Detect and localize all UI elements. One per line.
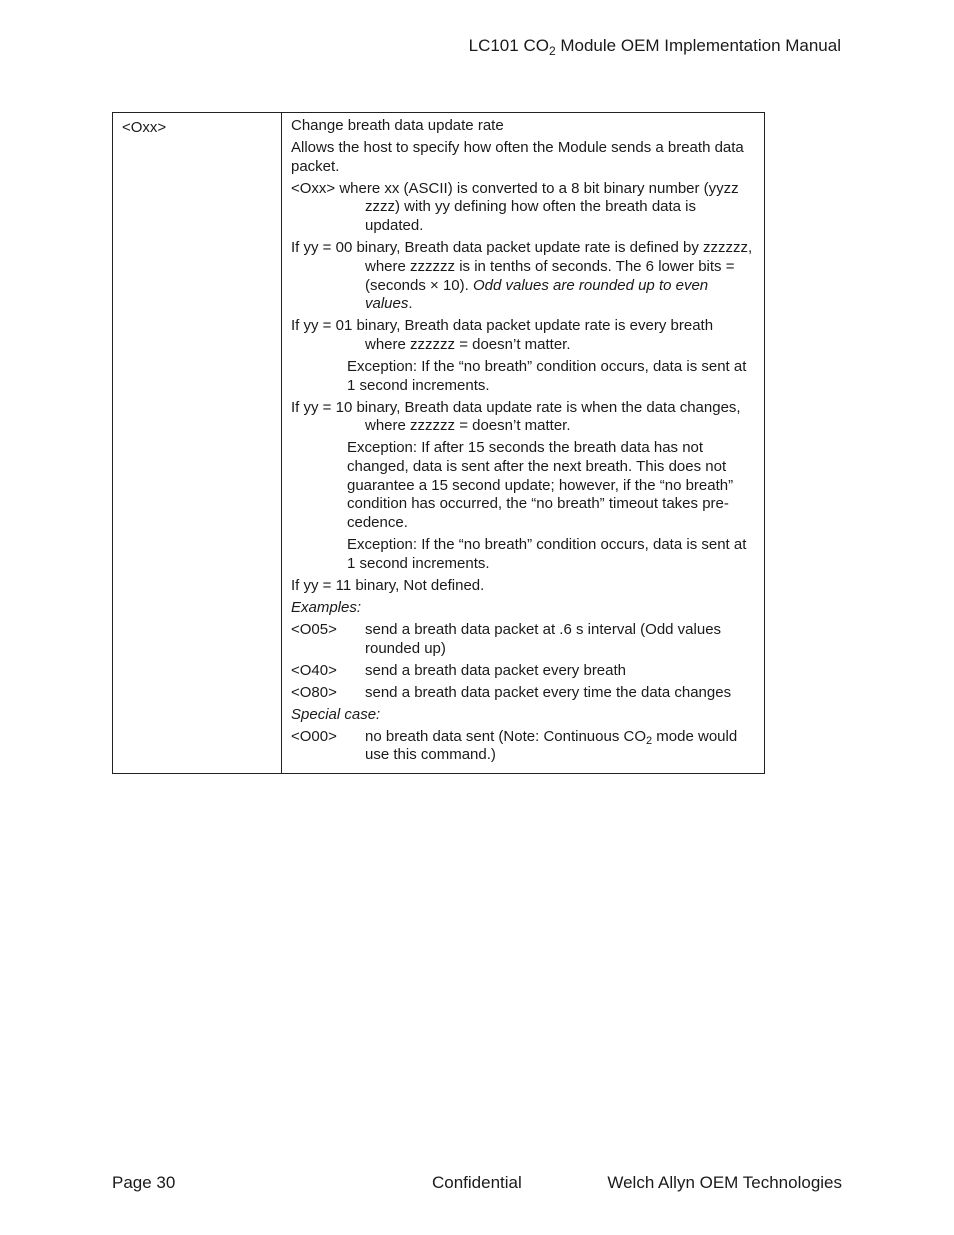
command-title: Change breath data update rate: [291, 117, 504, 134]
yy10-exception-2: Exception: If the “no breath” condition occurs, data is sent at 1 second increments.: [347, 536, 747, 572]
yy10-exception-1: Exception: If after 15 seconds the breath data has not changed, data is sent after the next breath. This does not guarantee a 15 second update; however, if the “no breath” condition has occurred, the “no breath” timeout takes pre-cedence.: [347, 439, 734, 532]
special-case-heading: Special case:: [291, 705, 381, 723]
special-case-desc: [365, 728, 754, 765]
yy01-exception: Exception: If the “no breath” condition occurs, data is sent at 1 second increments.: [347, 357, 747, 394]
definition-line: <Oxx> where xx (ASCII) is converted to a 8 bit binary number (yyzz zzzz) with yy defining how often the breath data is updated.: [291, 179, 739, 235]
command-code: <Oxx>: [122, 119, 167, 136]
example-row: [291, 621, 754, 658]
example-row: [291, 684, 754, 703]
command-table: [112, 112, 765, 774]
special-desc-sub: 2: [646, 734, 653, 747]
command-cell: [113, 113, 282, 773]
example-desc: send a breath data packet at .6 s interval (Odd values rounded up): [365, 620, 722, 657]
special-case-row: [291, 728, 754, 765]
example-code: <O05>: [291, 620, 337, 638]
header-title-post: Module OEM Implementation Manual: [555, 36, 841, 55]
example-code: <O40>: [291, 661, 337, 679]
yy00-rule: [291, 239, 754, 314]
yy11-rule: If yy = 11 binary, Not defined.: [291, 576, 485, 594]
example-desc: send a breath data packet every time the data changes: [365, 683, 732, 701]
special-case-code: <O00>: [291, 727, 337, 745]
page-number: Page 30: [112, 1173, 176, 1192]
description-cell: [282, 113, 764, 773]
yy00-text: If yy = 00 binary, Breath data packet update rate is defined by zzzzzz, where zzzzzz is in tenths of seconds. The 6 lower bits = (seconds × 10).: [291, 239, 753, 294]
header-title-sub: 2: [548, 44, 556, 58]
example-desc: send a breath data packet every breath: [365, 661, 627, 679]
examples-colon: :: [356, 598, 362, 616]
header-title-pre: LC101 CO: [468, 36, 549, 55]
page-header: [469, 36, 841, 56]
confidential-label: Confidential: [432, 1173, 522, 1192]
yy00-italic: Odd values are rounded up to even values: [365, 276, 709, 313]
yy00-end: .: [408, 295, 413, 313]
yy01-rule: If yy = 01 binary, Breath data packet update rate is every breath where zzzzzz = doesn’t matter.: [291, 317, 714, 353]
company-name: Welch Allyn OEM Technologies: [607, 1173, 842, 1192]
special-desc-pre: no breath data sent (Note: Continuous CO: [365, 727, 647, 745]
example-row: [291, 662, 754, 681]
page-footer: [112, 1173, 842, 1195]
yy10-rule: If yy = 10 binary, Breath data update rate is when the data changes, where zzzzzz = doesn’t matter.: [291, 398, 741, 435]
example-code: <O80>: [291, 683, 337, 701]
examples-label: Examples: [291, 598, 357, 616]
examples-heading: [291, 599, 754, 618]
special-desc-post: mode would use this command.): [365, 727, 738, 764]
command-intro: Allows the host to specify how often the Module sends a breath data packet.: [291, 139, 744, 175]
